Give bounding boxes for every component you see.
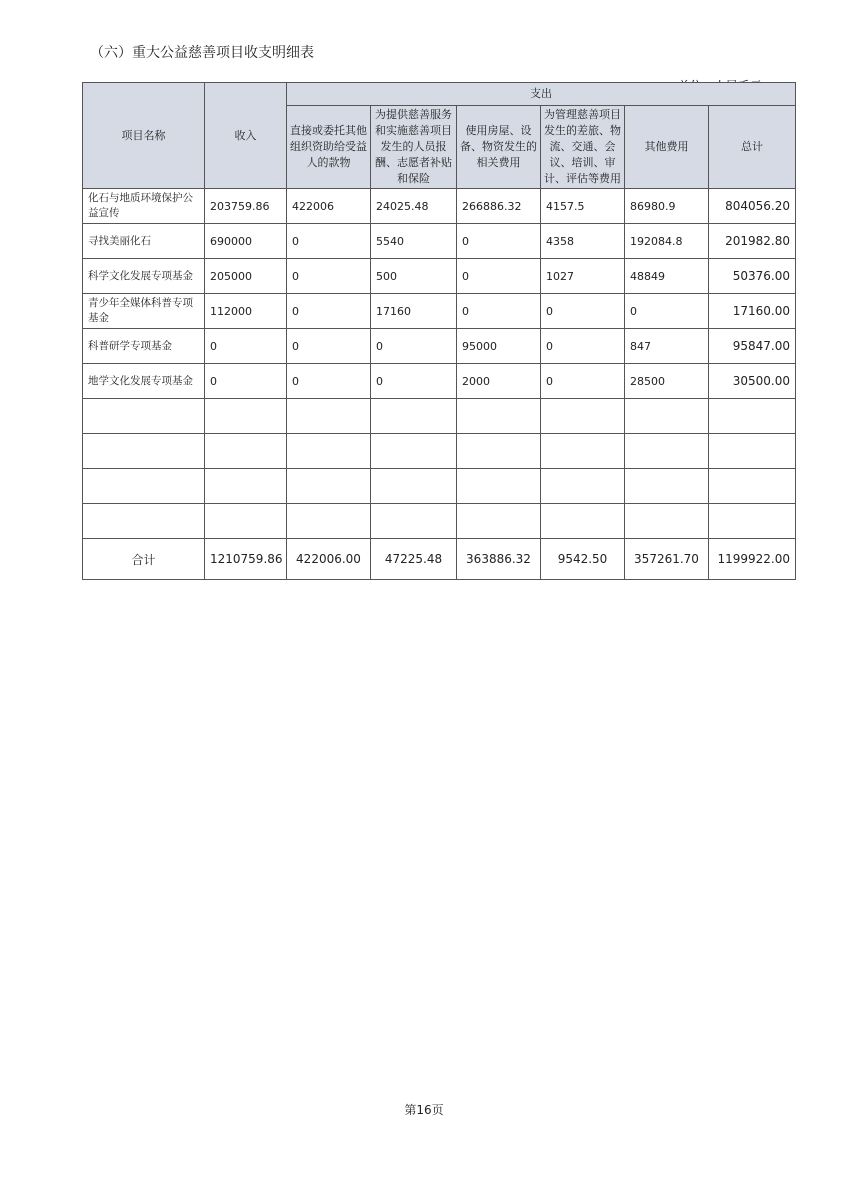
row-direct-aid: 422006	[287, 189, 371, 224]
row-direct-aid: 0	[287, 294, 371, 329]
row-income: 0	[205, 364, 287, 399]
row-management: 4358	[541, 224, 625, 259]
row-management: 1027	[541, 259, 625, 294]
totals-personnel: 47225.48	[371, 539, 457, 580]
row-direct-aid: 0	[287, 329, 371, 364]
row-management: 0	[541, 294, 625, 329]
totals-label: 合计	[83, 539, 205, 580]
row-facilities: 0	[457, 224, 541, 259]
project-detail-table	[82, 82, 796, 580]
header-income: 收入	[205, 83, 287, 189]
row-total: 201982.80	[709, 224, 796, 259]
totals-total: 1199922.00	[709, 539, 796, 580]
table-row	[83, 364, 796, 399]
table-row	[83, 189, 796, 224]
row-other: 28500	[625, 364, 709, 399]
row-income: 112000	[205, 294, 287, 329]
row-management: 0	[541, 364, 625, 399]
row-project-name: 科普研学专项基金	[83, 329, 205, 364]
totals-row	[83, 539, 796, 580]
header-col-direct-aid: 直接或委托其他组织资助给受益人的款物	[287, 106, 371, 189]
header-expenditure: 支出	[287, 83, 796, 106]
row-income: 203759.86	[205, 189, 287, 224]
row-other: 192084.8	[625, 224, 709, 259]
row-management: 0	[541, 329, 625, 364]
totals-other: 357261.70	[625, 539, 709, 580]
row-project-name: 青少年全媒体科普专项基金	[83, 294, 205, 329]
row-total: 804056.20	[709, 189, 796, 224]
header-col-personnel: 为提供慈善服务和实施慈善项目发生的人员报酬、志愿者补贴和保险	[371, 106, 457, 189]
row-total: 30500.00	[709, 364, 796, 399]
row-project-name: 科学文化发展专项基金	[83, 259, 205, 294]
row-personnel: 17160	[371, 294, 457, 329]
row-direct-aid: 0	[287, 224, 371, 259]
header-project-name: 项目名称	[83, 83, 205, 189]
row-personnel: 0	[371, 364, 457, 399]
totals-income: 1210759.86	[205, 539, 287, 580]
page-title: （六）重大公益慈善项目收支明细表	[90, 45, 314, 61]
row-other: 847	[625, 329, 709, 364]
row-total: 50376.00	[709, 259, 796, 294]
empty-row	[83, 469, 796, 504]
table-row	[83, 294, 796, 329]
row-other: 48849	[625, 259, 709, 294]
table-row	[83, 329, 796, 364]
row-project-name: 地学文化发展专项基金	[83, 364, 205, 399]
table-row	[83, 224, 796, 259]
row-income: 0	[205, 329, 287, 364]
row-project-name: 化石与地质环境保护公益宣传	[83, 189, 205, 224]
row-total: 95847.00	[709, 329, 796, 364]
empty-row	[83, 399, 796, 434]
row-personnel: 5540	[371, 224, 457, 259]
row-facilities: 0	[457, 259, 541, 294]
empty-row	[83, 434, 796, 469]
row-other: 0	[625, 294, 709, 329]
empty-row	[83, 504, 796, 539]
row-facilities: 266886.32	[457, 189, 541, 224]
row-income: 690000	[205, 224, 287, 259]
row-direct-aid: 0	[287, 364, 371, 399]
row-income: 205000	[205, 259, 287, 294]
totals-direct-aid: 422006.00	[287, 539, 371, 580]
table-row	[83, 259, 796, 294]
header-col-management: 为管理慈善项目发生的差旅、物流、交通、会议、培训、审计、评估等费用	[541, 106, 625, 189]
page-number: 第16页	[404, 1103, 444, 1117]
totals-management: 9542.50	[541, 539, 625, 580]
row-total: 17160.00	[709, 294, 796, 329]
row-other: 86980.9	[625, 189, 709, 224]
totals-facilities: 363886.32	[457, 539, 541, 580]
header-col-facilities: 使用房屋、设备、物资发生的相关费用	[457, 106, 541, 189]
row-direct-aid: 0	[287, 259, 371, 294]
row-facilities: 0	[457, 294, 541, 329]
row-facilities: 95000	[457, 329, 541, 364]
row-project-name: 寻找美丽化石	[83, 224, 205, 259]
row-personnel: 500	[371, 259, 457, 294]
row-personnel: 0	[371, 329, 457, 364]
header-col-other: 其他费用	[625, 106, 709, 189]
row-personnel: 24025.48	[371, 189, 457, 224]
row-management: 4157.5	[541, 189, 625, 224]
header-col-total: 总计	[709, 106, 796, 189]
row-facilities: 2000	[457, 364, 541, 399]
